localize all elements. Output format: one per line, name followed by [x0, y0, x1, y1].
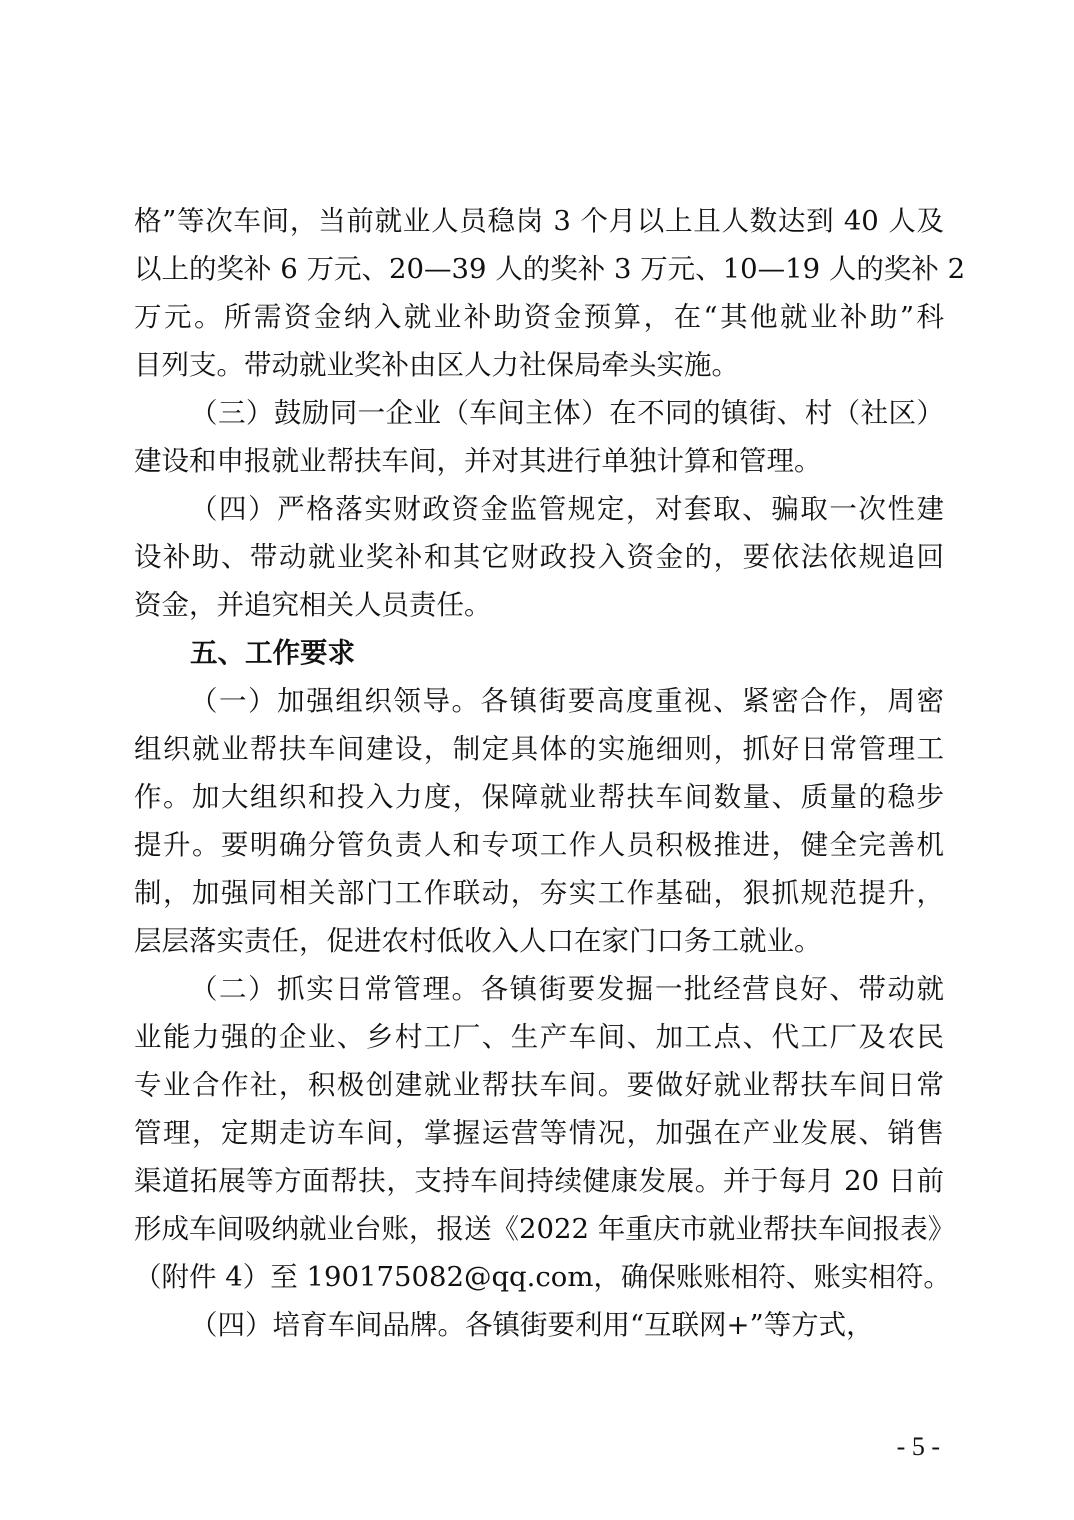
text-line: 建设和申报就业帮扶车间，并对其进行单独计算和管理。: [134, 445, 822, 477]
paragraph-start-line: （二）抓实日常管理。各镇街要发掘一批经营良好、带动就: [190, 973, 944, 1005]
text-line: 作。加大组织和投入力度，保障就业帮扶车间数量、质量的稳步: [134, 781, 944, 813]
text-line: 万元。所需资金纳入就业补助资金预算，在“其他就业补助”科: [134, 301, 944, 333]
text-line: 制，加强同相关部门工作联动，夯实工作基础，狠抓规范提升，: [134, 877, 944, 909]
text-line: 渠道拓展等方面帮扶，支持车间持续健康发展。并于每月 20 日前: [134, 1165, 944, 1197]
text-line: 资金，并追究相关人员责任。: [134, 589, 492, 621]
text-line: 层层落实责任，促进农村低收入人口在家门口务工就业。: [134, 925, 822, 957]
text-line: 管理，定期走访车间，掌握运营等情况，加强在产业发展、销售: [134, 1117, 944, 1149]
text-line: 格”等次车间，当前就业人员稳岗 3 个月以上且人数达到 40 人及: [134, 205, 944, 237]
text-line: 业能力强的企业、乡村工厂、生产车间、加工点、代工厂及农民: [134, 1021, 944, 1053]
document-body: [134, 197, 966, 1349]
text-line: 目列支。带动就业奖补由区人力社保局牵头实施。: [134, 349, 739, 381]
paragraph-start-line: （一）加强组织领导。各镇街要高度重视、紧密合作，周密: [190, 685, 944, 717]
text-line: 设补助、带动就业奖补和其它财政投入资金的，要依法依规追回: [134, 541, 944, 573]
paragraph-start-line: （四）培育车间品牌。各镇街要利用“互联网+”等方式，: [190, 1309, 874, 1341]
text-line: 以上的奖补 6 万元、20—39 人的奖补 3 万元、10—19 人的奖补 2: [134, 253, 966, 285]
paragraph-start-line: （三）鼓励同一企业（车间主体）在不同的镇街、村（社区）: [190, 397, 944, 429]
page-number: - 5 -: [896, 1432, 940, 1461]
text-line: 形成车间吸纳就业台账，报送《2022 年重庆市就业帮扶车间报表》: [134, 1213, 956, 1245]
text-line: 专业合作社，积极创建就业帮扶车间。要做好就业帮扶车间日常: [134, 1069, 944, 1101]
text-line: 组织就业帮扶车间建设，制定具体的实施细则，抓好日常管理工: [134, 733, 944, 765]
section-heading: 五、工作要求: [190, 637, 355, 669]
paragraph-start-line: （四）严格落实财政资金监管规定，对套取、骗取一次性建: [190, 493, 944, 525]
text-line: （附件 4）至 190175082@qq.com，确保账账相符、账实相符。: [134, 1261, 951, 1293]
text-line: 提升。要明确分管负责人和专项工作人员积极推进，健全完善机: [134, 829, 944, 861]
